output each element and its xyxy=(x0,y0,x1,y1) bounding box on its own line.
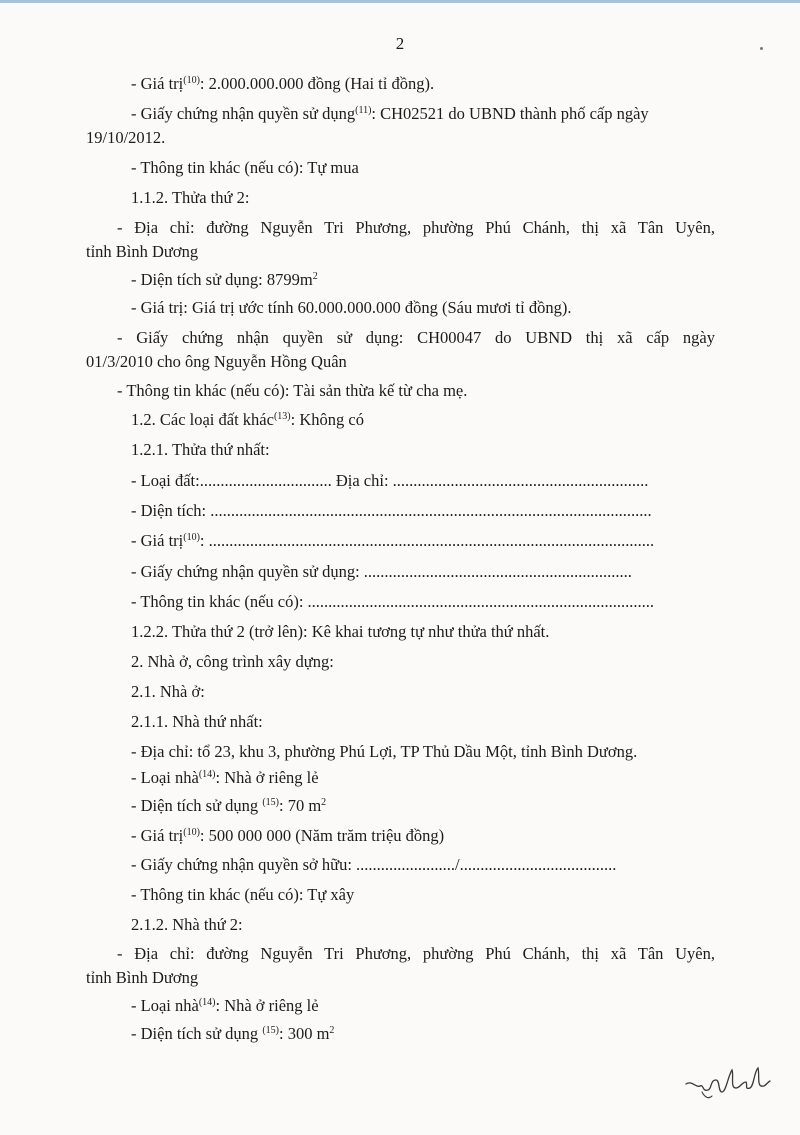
heading-other-land: 1.2. Các loại đất khác$^{(13)}$: Không có xyxy=(131,410,364,429)
line-address-land2: - Địa chỉ: đường Nguyễn Tri Phương, phường Phú Chánh, thị xã Tân Uyên, xyxy=(117,218,715,237)
line-land-2-plus: 1.2.2. Thửa thứ 2 (trở lên): Kê khai tương tự như thửa thứ nhất. xyxy=(131,622,550,641)
heading-land-2: 1.1.2. Thửa thứ 2: xyxy=(131,188,250,207)
heading-other-land-1: 1.2.1. Thửa thứ nhất: xyxy=(131,440,270,459)
line-land-type: - Loại đất:................................ Địa chỉ: .............................................................. xyxy=(131,471,649,490)
line-address-land2-cont: tỉnh Bình Dương xyxy=(86,242,199,261)
line-address-house1: - Địa chỉ: tổ 23, khu 3, phường Phú Lợi, TP Thủ Dầu Một, tỉnh Bình Dương. xyxy=(131,742,638,761)
line-address-house2-cont: tỉnh Bình Dương xyxy=(86,968,199,987)
line-type-house2: - Loại nhà$^{(14)}$: Nhà ở riêng lẻ xyxy=(131,996,319,1015)
line-area-house1: - Diện tích sử dụng $^{(15)}$: 70 $m^2$ xyxy=(131,796,327,815)
heading-house-1: 2.1.1. Nhà thứ nhất: xyxy=(131,712,263,731)
page-number: 2 xyxy=(395,34,405,53)
heading-housing: 2. Nhà ở, công trình xây dựng: xyxy=(131,652,334,671)
line-value-house1: - Giá trị$^{(10)}$: 500 000 000 (Năm trăm triệu đồng) xyxy=(131,826,445,845)
line-land-other-blank: - Thông tin khác (nếu có): .................................................................................... xyxy=(131,592,655,611)
line-land-area-blank: - Diện tích: ........................................................................................................... xyxy=(131,501,652,520)
heading-house-2: 2.1.2. Nhà thứ 2: xyxy=(131,915,243,934)
line-land-value-blank: - Giá trị$^{(10)}$: ............................................................................................................ xyxy=(131,531,655,550)
heading-house: 2.1. Nhà ở: xyxy=(131,682,205,701)
line-value-land2: - Giá trị: Giá trị ước tính 60.000.000.000 đồng (Sáu mươi tỉ đồng). xyxy=(131,298,572,317)
handwritten-signature-icon xyxy=(682,1062,772,1102)
line-other-info-house1: - Thông tin khác (nếu có): Tự xây xyxy=(131,885,355,904)
line-certificate-land1: - Giấy chứng nhận quyền sử dụng$^{(11)}$: CH02521 do UBND thành phố cấp ngày xyxy=(131,104,649,123)
line-certificate-land2: - Giấy chứng nhận quyền sử dụng: CH00047 do UBND thị xã cấp ngày xyxy=(117,328,715,347)
line-area-house2: - Diện tích sử dụng $^{(15)}$: 300 $m^2$ xyxy=(131,1024,335,1043)
line-address-house2: - Địa chỉ: đường Nguyễn Tri Phương, phường Phú Chánh, thị xã Tân Uyên, xyxy=(117,944,715,963)
line-certificate-land1-cont: 19/10/2012. xyxy=(86,128,166,147)
line-ownership-certificate: - Giấy chứng nhận quyền sở hữu: ......................../...................................... xyxy=(131,855,617,874)
line-other-info-land1: - Thông tin khác (nếu có): Tự mua xyxy=(131,158,359,177)
line-other-info-land2: - Thông tin khác (nếu có): Tài sản thừa kế từ cha mẹ. xyxy=(117,381,468,400)
line-land-certificate-blank: - Giấy chứng nhận quyền sử dụng: ................................................................. xyxy=(131,562,632,581)
line-area-land2: - Diện tích sử dụng: $8799m^2$ xyxy=(131,270,318,289)
line-value-land1: - Giá trị$^{(10)}$: 2.000.000.000 đồng (Hai tỉ đồng). xyxy=(131,74,435,93)
line-certificate-land2-cont: 01/3/2010 cho ông Nguyễn Hồng Quân xyxy=(86,352,347,371)
line-type-house1: - Loại nhà$^{(14)}$: Nhà ở riêng lẻ xyxy=(131,768,319,787)
